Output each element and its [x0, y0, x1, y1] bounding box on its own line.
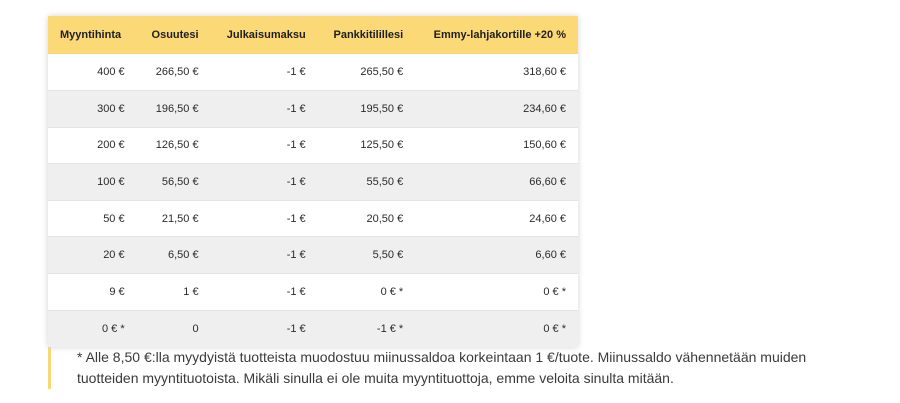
cell-myyntihinta: 20 €: [48, 237, 137, 274]
footnote-line-2: tuotteiden myyntituotoista. Mikäli sinulla ei ole muita myyntituottoja, emme veloita sinulta mitään.: [77, 370, 674, 386]
cell-osuutesi: 21,50 €: [137, 200, 211, 237]
price-table-card: [48, 16, 578, 347]
table-row: [48, 91, 578, 128]
cell-julkaisumaksu: -1 €: [211, 91, 318, 128]
cell-osuutesi: 0: [137, 310, 211, 347]
cell-osuutesi: 6,50 €: [137, 237, 211, 274]
cell-osuutesi: 196,50 €: [137, 91, 211, 128]
table-header-row: [48, 16, 578, 54]
cell-myyntihinta: 200 €: [48, 127, 137, 164]
footnote-line-1: * Alle 8,50 €:lla myydyistä tuotteista muodostuu miinussaldoa korkeintaan 1 €/tuote. Miinussaldo vähennetään muiden: [77, 349, 807, 365]
cell-emmy-lahjakortille: 0 € *: [415, 310, 578, 347]
table-row: [48, 54, 578, 91]
cell-emmy-lahjakortille: 234,60 €: [415, 91, 578, 128]
cell-pankkitilillesi: 265,50 €: [360, 66, 404, 79]
cell-myyntihinta: 9 €: [48, 274, 137, 311]
cell-osuutesi: 126,50 €: [137, 127, 211, 164]
cell-pankkitilillesi: -1 € *: [318, 310, 416, 347]
cell-emmy-lahjakortille: 6,60 €: [415, 237, 578, 274]
cell-julkaisumaksu: -1 €: [211, 237, 318, 274]
header-julkaisumaksu: Julkaisumaksu: [226, 29, 306, 41]
table-row: [48, 237, 578, 274]
cell-osuutesi: 56,50 €: [137, 164, 211, 201]
cell-julkaisumaksu: -1 €: [211, 164, 318, 201]
cell-julkaisumaksu: -1 €: [286, 66, 306, 79]
table-row: [48, 164, 578, 201]
cell-myyntihinta: 400 €: [97, 66, 125, 79]
cell-myyntihinta: 100 €: [48, 164, 137, 201]
cell-pankkitilillesi: 20,50 €: [318, 200, 416, 237]
cell-julkaisumaksu: -1 €: [211, 127, 318, 164]
cell-julkaisumaksu: -1 €: [211, 310, 318, 347]
cell-pankkitilillesi: 0 € *: [318, 274, 416, 311]
table-body: [48, 54, 578, 347]
cell-pankkitilillesi: 125,50 €: [318, 127, 416, 164]
cell-julkaisumaksu: -1 €: [211, 200, 318, 237]
cell-emmy-lahjakortille: 66,60 €: [415, 164, 578, 201]
header-myyntihinta: Myyntihinta: [60, 29, 122, 41]
table-row: [48, 200, 578, 237]
cell-pankkitilillesi: 55,50 €: [318, 164, 416, 201]
cell-pankkitilillesi: 195,50 €: [318, 91, 416, 128]
price-table: [48, 16, 578, 347]
header-emmy-lahjakortille: Emmy-lahjakortille +20 %: [433, 29, 566, 41]
cell-myyntihinta: 50 €: [48, 200, 137, 237]
cell-emmy-lahjakortille: 150,60 €: [415, 127, 578, 164]
cell-emmy-lahjakortille: 318,60 €: [523, 66, 566, 79]
cell-myyntihinta: 300 €: [48, 91, 137, 128]
header-pankkitilillesi: Pankkitilillesi: [333, 29, 404, 41]
cell-osuutesi: 1 €: [137, 274, 211, 311]
table-row: [48, 127, 578, 164]
cell-emmy-lahjakortille: 24,60 €: [415, 200, 578, 237]
table-row: [48, 274, 578, 311]
table-row: [48, 310, 578, 347]
header-osuutesi: Osuutesi: [151, 29, 199, 41]
cell-myyntihinta: 0 € *: [48, 310, 137, 347]
cell-osuutesi: 266,50 €: [155, 66, 199, 79]
cell-pankkitilillesi: 5,50 €: [318, 237, 416, 274]
footnote: [48, 347, 900, 389]
cell-emmy-lahjakortille: 0 € *: [415, 274, 578, 311]
cell-julkaisumaksu: -1 €: [211, 274, 318, 311]
